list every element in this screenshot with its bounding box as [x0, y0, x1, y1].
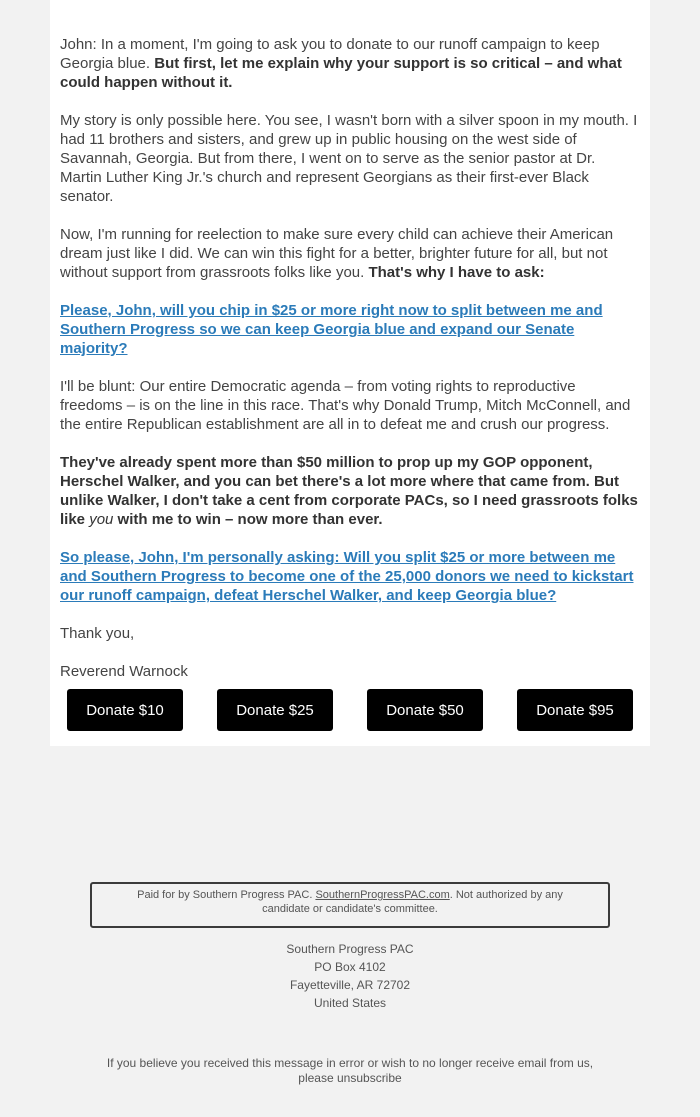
email-footer [50, 746, 650, 1117]
donate-link-1[interactable]: Please, John, will you chip in $25 or more right now to split between me and Southern Progress so we can keep Georgia blue and expand our Senate majority? [60, 302, 603, 357]
donate-link-2[interactable]: So please, John, I'm personally asking: Will you split $25 or more between me and Southern Progress to become one of the 25,000 donors we need to kickstart our runoff campaign, defeat Herschel Walker, and keep Georgia blue? [60, 549, 634, 604]
agenda-paragraph: I'll be blunt: Our entire Democratic agenda – from voting rights to reproductive freedoms – is on the line in this race. That's why Donald Trump, Mitch McConnell, and the entire Republican establishment are all in to defeat me and crush our progress. [60, 378, 631, 433]
reelection-text: Now, I'm running for reelection to make sure every child can achieve their American dream just like I did. We can win this fight for a better, brighter future for all, but not without support from grassroots folks like you. [60, 226, 614, 281]
address-city: Fayetteville, AR 72702 [289, 978, 411, 992]
signature-text: Reverend Warnock [60, 663, 188, 680]
address-country: United States [313, 996, 387, 1010]
disclaimer-text [130, 888, 570, 916]
donate-button-row [67, 689, 633, 731]
donate-95-button[interactable]: Donate $95 [517, 689, 633, 731]
unsubscribe-text[interactable]: If you believe you received this message in error or wish to no longer receive email from us, please unsubscribe [106, 1056, 594, 1085]
intro-text: John: In a moment, I'm going to ask you to donate to our runoff campaign to keep Georgia blue. [60, 36, 600, 72]
donate-link-paragraph-2 [60, 548, 638, 605]
intro-bold-text: But first, let me explain why your support is so critical – and what could happen without it. [60, 55, 622, 91]
address-po-box: PO Box 4102 [314, 960, 386, 974]
spending-emphasis: you [89, 511, 114, 528]
pac-website-link[interactable]: SouthernProgressPAC.com [315, 889, 450, 901]
paid-for-text-a: Paid for by Southern Progress PAC. [137, 889, 316, 901]
spending-text-b: with me to win – now more than ever. [113, 511, 383, 528]
email-card [50, 0, 650, 746]
spending-paragraph [60, 453, 638, 529]
paid-for-disclaimer [90, 882, 610, 928]
spending-text-a: They've already spent more than $50 million to prop up my GOP opponent, Herschel Walker, and you can bet there's a lot more where that came from. But unlike Walker, I don't take a cent from corporate PACs, so I need grassroots folks like [60, 454, 638, 528]
donate-10-button[interactable]: Donate $10 [67, 689, 183, 731]
ask-bold-text: That's why I have to ask: [368, 264, 545, 281]
donate-25-button[interactable]: Donate $25 [217, 689, 333, 731]
mailing-address [50, 940, 650, 1012]
closing-text: Thank you, [60, 625, 135, 642]
intro-paragraph [60, 35, 638, 92]
donate-link-paragraph-1 [60, 301, 638, 358]
letter-body [60, 35, 638, 700]
reelection-paragraph [60, 225, 638, 282]
spending-bold-text [60, 454, 638, 528]
donate-50-button[interactable]: Donate $50 [367, 689, 483, 731]
address-org: Southern Progress PAC [286, 942, 414, 956]
paid-for-text-b: . Not authorized by any candidate or candidate's committee. [262, 889, 563, 915]
story-paragraph: My story is only possible here. You see, I wasn't born with a silver spoon in my mouth. I had 11 brothers and sisters, and grew up in public housing on the west side of Savannah, Georgia. But from there, I went on to serve as the senior pastor at Dr. Martin Luther King Jr.'s church and represent Georgians as their first-ever Black senator. [60, 112, 638, 205]
